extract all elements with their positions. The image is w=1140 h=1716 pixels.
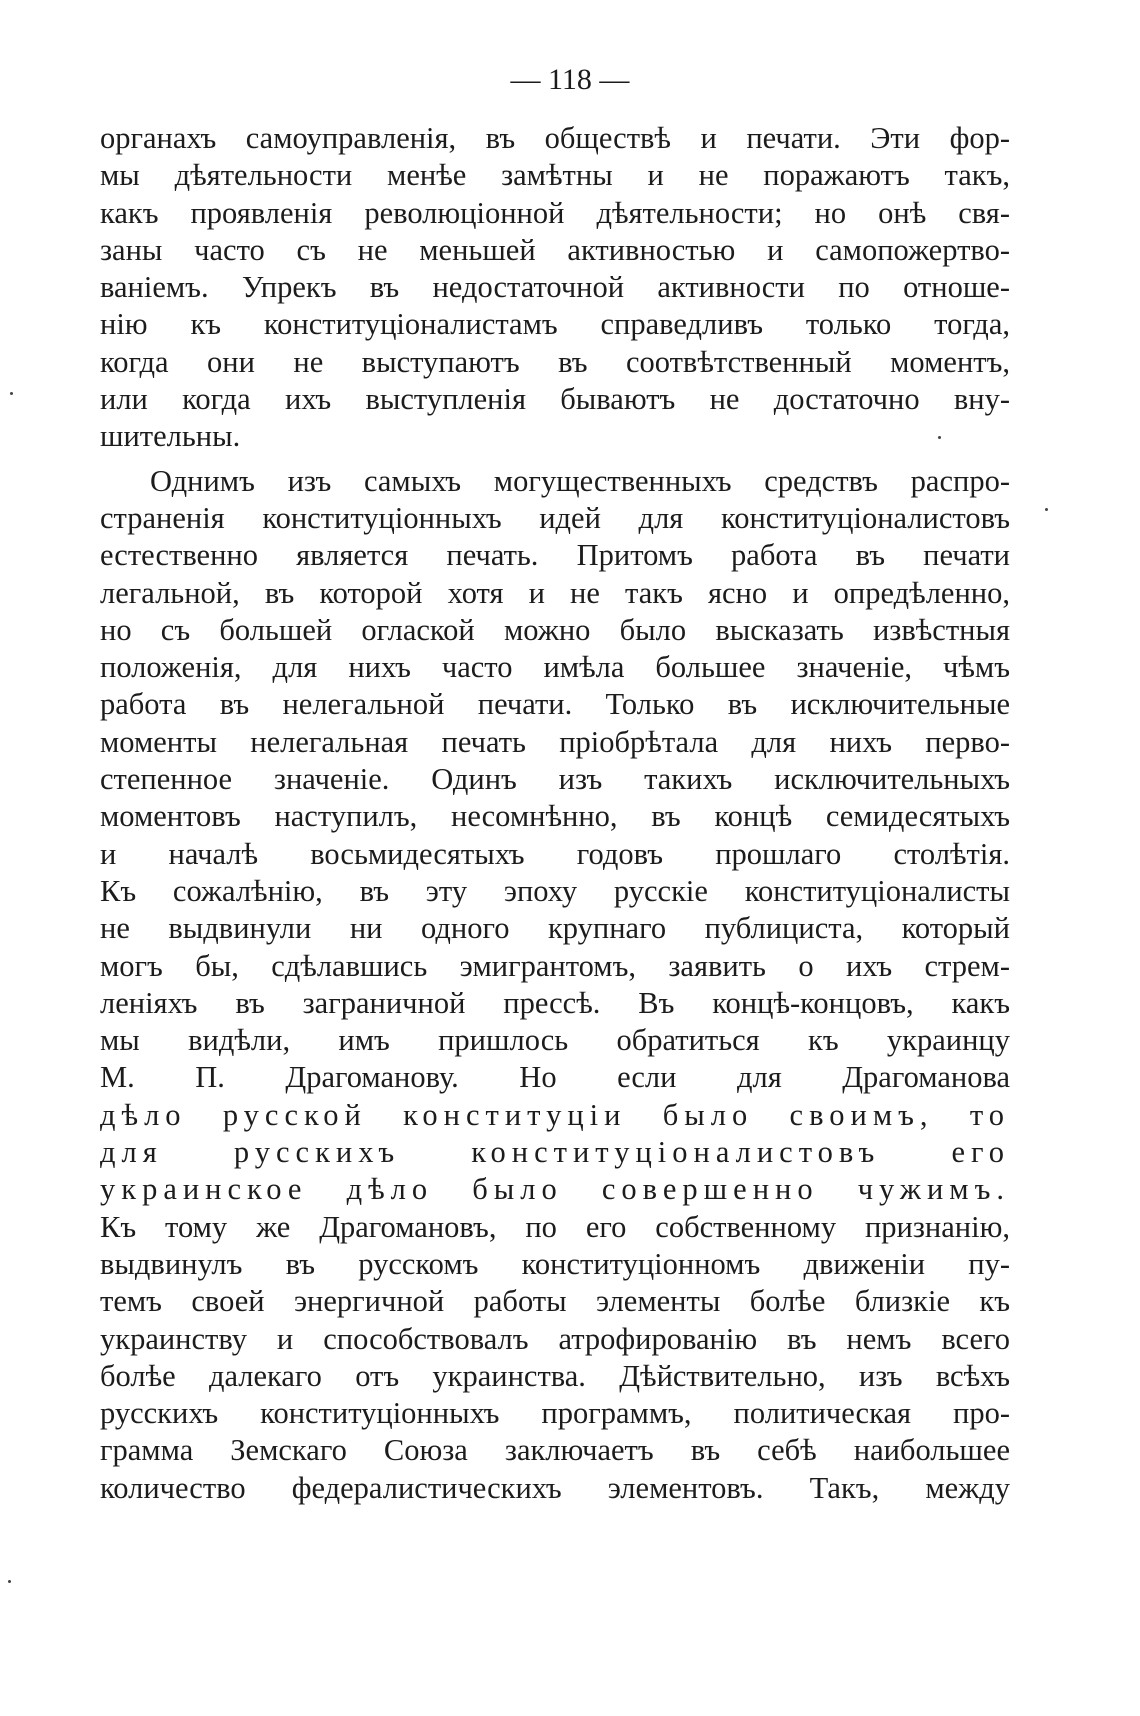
text-line: какъ проявленія революціонной дѣятельности; но онѣ свя-: [100, 195, 1010, 230]
text-line: степенное значеніе. Одинъ изъ такихъ исключительныхъ: [100, 762, 1010, 797]
text-line: но съ большей оглаской можно было высказать извѣстныя: [100, 612, 1010, 647]
text-line: русскихъ конституціонныхъ программъ, политическая про-: [100, 1396, 1010, 1431]
text-line: выдвинулъ въ русскомъ конституціонномъ движеніи пу-: [100, 1246, 1010, 1281]
text-line: моментовъ наступилъ, несомнѣнно, въ концѣ семидесятыхъ: [100, 799, 1010, 834]
text-line: леніяхъ въ заграничной прессѣ. Въ концѣ-концовъ, какъ: [100, 985, 1010, 1020]
text-line: Къ сожалѣнію, въ эту эпоху русскіе конституціоналисты: [100, 873, 1010, 908]
text-line: легальной, въ которой хотя и не такъ ясно и опредѣленно,: [100, 575, 1010, 610]
text-line: когда они не выступаютъ въ соотвѣтственный моментъ,: [100, 344, 1010, 379]
text-line: ваніемъ. Упрекъ въ недостаточной активности по отноше-: [100, 270, 1010, 305]
text-line: естественно является печать. Притомъ работа въ печати: [100, 538, 1010, 573]
text-line: М. П. Драгоманову. Но если для Драгоманова: [100, 1060, 1010, 1095]
text-line: шительны.: [100, 419, 241, 454]
text-line: положенія, для нихъ часто имѣла большее значеніе, чѣмъ: [100, 650, 1010, 685]
text-line: и началѣ восьмидесятыхъ годовъ прошлаго столѣтія.: [100, 836, 1010, 871]
text-line: грамма Земскаго Союза заключаетъ въ себѣ наибольшее: [100, 1433, 1010, 1468]
text-line: болѣе далекаго отъ украинства. Дѣйствительно, изъ всѣхъ: [100, 1358, 1010, 1393]
text-line-spaced: дѣло русской конституціи было своимъ, то: [100, 1097, 1010, 1132]
paragraph-2: [100, 463, 1010, 1507]
text-line: количество федералистическихъ элементовъ. Такъ, между: [100, 1470, 1010, 1505]
scan-speck: [8, 1580, 11, 1583]
text-line: темъ своей энергичной работы элементы болѣе близкіе къ: [100, 1284, 1010, 1319]
text-line: органахъ самоуправленія, въ обществѣ и печати. Эти фор-: [100, 121, 1010, 155]
text-line: не выдвинули ни одного крупнаго публициста, который: [100, 911, 1010, 946]
scan-speck: [1045, 508, 1048, 511]
text-line: заны часто съ не меньшей активностью и самопожертво-: [100, 232, 1010, 267]
text-line: работа въ нелегальной печати. Только въ исключительные: [100, 687, 1010, 722]
text-line-spaced: для русскихъ конституціоналистовъ его: [100, 1135, 1010, 1170]
scan-speck: [938, 436, 941, 439]
text-line: Однимъ изъ самыхъ могущественныхъ средствъ распро-: [150, 463, 1010, 498]
text-line: моменты нелегальная печать пріобрѣтала для нихъ перво-: [100, 724, 1010, 759]
text-line: или когда ихъ выступленія бываютъ не достаточно вну-: [100, 382, 1010, 417]
text-line: украинству и способствовалъ атрофированію въ немъ всего: [100, 1321, 1010, 1356]
text-line: нію къ конституціоналистамъ справедливъ только тогда,: [100, 307, 1010, 342]
text-line: мы дѣятельности менѣе замѣтны и не поражаютъ такъ,: [100, 158, 1010, 193]
text-line: могъ бы, сдѣлавшись эмигрантомъ, заявить о ихъ стрем-: [100, 948, 1010, 983]
page-number: — 118 —: [510, 63, 630, 96]
paragraph-gap: [100, 456, 1010, 463]
scan-speck: [10, 392, 13, 395]
text-line-spaced: украинское дѣло было совершенно чужимъ.: [100, 1172, 1010, 1207]
text-line: мы видѣли, имъ пришлось обратиться къ украинцу: [100, 1023, 1010, 1058]
text-column: [100, 120, 1010, 1507]
paragraph-1: [100, 120, 1010, 456]
text-line: страненія конституціонныхъ идей для конституціоналистовъ: [100, 500, 1010, 535]
text-line: Къ тому же Драгомановъ, по его собственному признанію,: [100, 1209, 1010, 1244]
